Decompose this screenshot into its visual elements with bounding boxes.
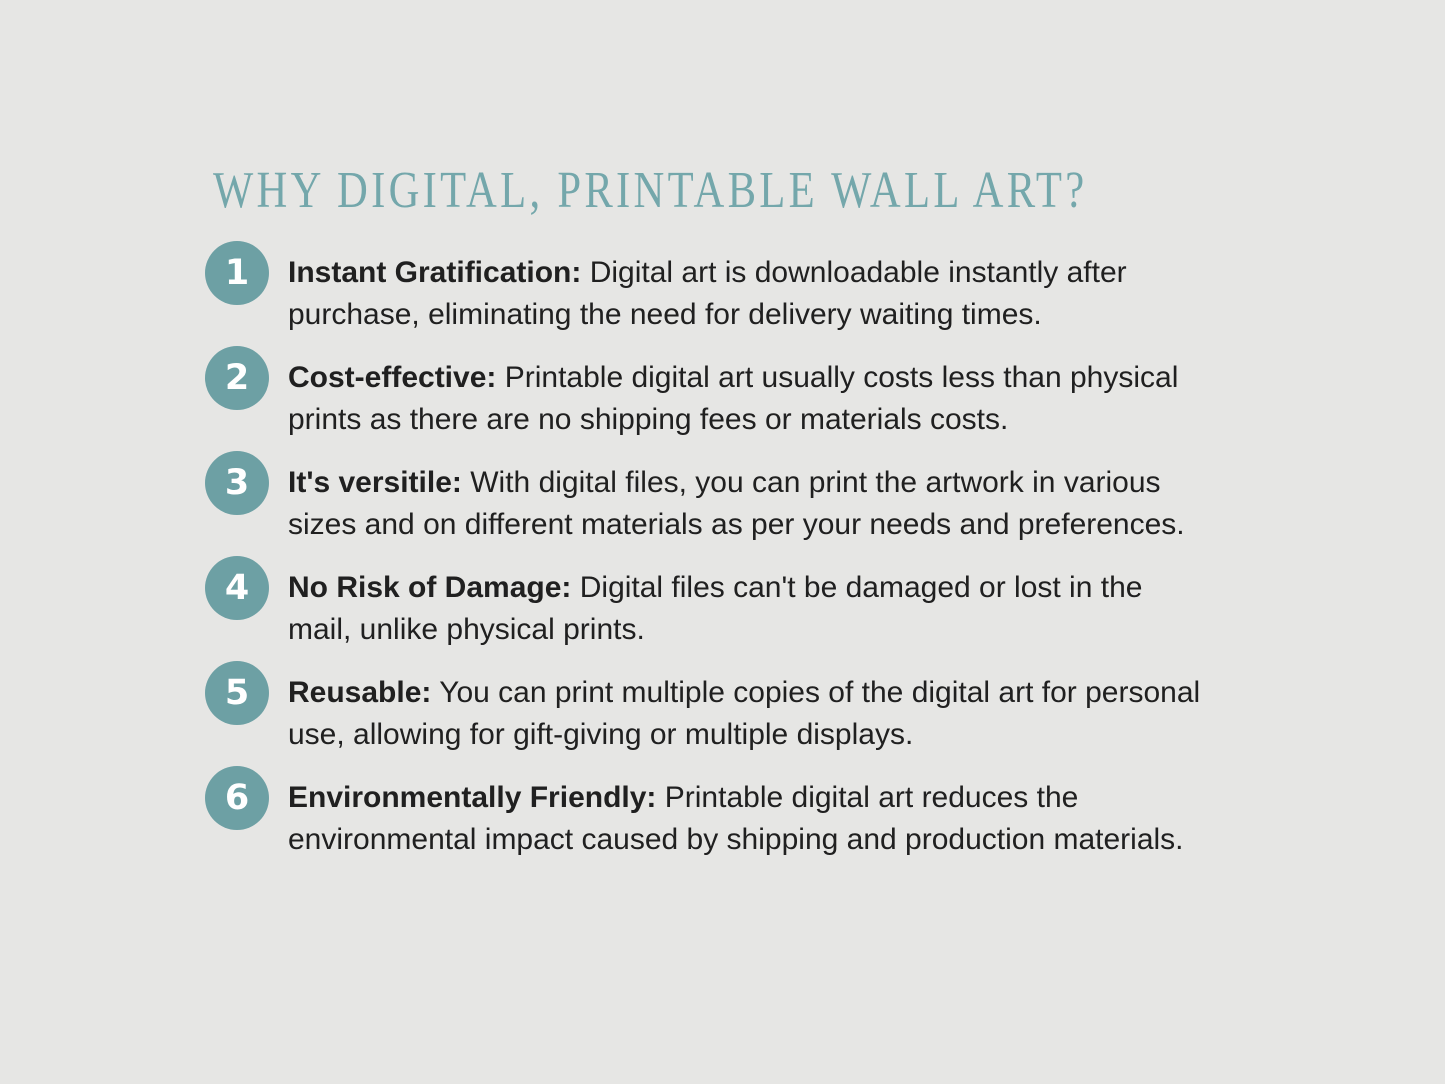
item-text [288,462,1210,546]
item-number-badge: 4 [205,556,269,620]
list-item [205,462,1210,546]
item-lead: No Risk of Damage: [288,571,572,604]
benefits-list [205,252,1210,861]
list-item [205,672,1210,756]
item-body: Printable digital art reduces the environmental impact caused by shipping and production materials. [288,781,1184,856]
item-number-badge: 2 [205,346,269,410]
item-number-badge: 5 [205,661,269,725]
list-item [205,357,1210,441]
item-lead: It's versitile: [288,466,462,499]
item-body: With digital files, you can print the artwork in various sizes and on different materials as per your needs and preferences. [288,466,1185,541]
item-body: Digital files can't be damaged or lost in the mail, unlike physical prints. [288,571,1143,646]
item-lead: Cost-effective: [288,361,497,394]
list-item [205,777,1210,861]
page-title: WHY DIGITAL, PRINTABLE WALL ART? [213,161,1088,219]
item-body: You can print multiple copies of the digital art for personal use, allowing for gift-giving or multiple displays. [288,676,1201,751]
item-body: Digital art is downloadable instantly after purchase, eliminating the need for delivery waiting times. [288,256,1127,331]
list-item [205,252,1210,336]
item-text [288,777,1210,861]
item-lead: Instant Gratification: [288,256,582,289]
item-text [288,567,1210,651]
item-text [288,357,1210,441]
item-number-badge: 1 [205,241,269,305]
item-number-badge: 3 [205,451,269,515]
item-lead: Environmentally Friendly: [288,781,657,814]
item-body: Printable digital art usually costs less than physical prints as there are no shipping fees or materials costs. [288,361,1179,436]
item-text [288,672,1210,756]
list-item [205,567,1210,651]
item-text [288,252,1210,336]
item-lead: Reusable: [288,676,432,709]
item-number-badge: 6 [205,766,269,830]
